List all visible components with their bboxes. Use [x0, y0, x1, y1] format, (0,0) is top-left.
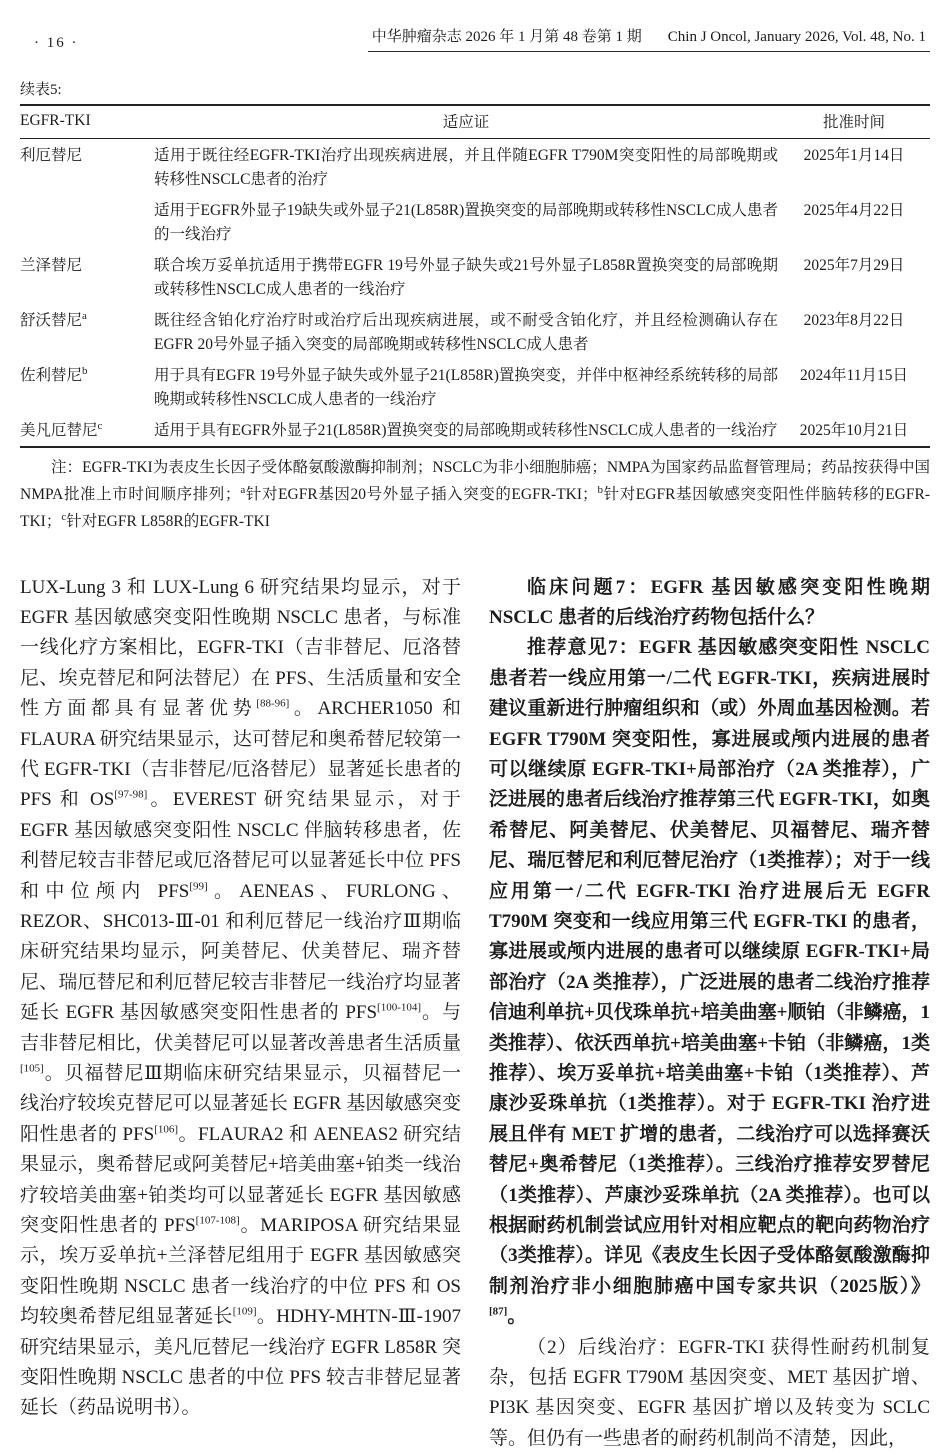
reference-citation: [109] [233, 1306, 257, 1318]
reference-citation: [99] [189, 880, 207, 892]
table-body [20, 139, 930, 447]
table-row [20, 194, 930, 249]
reference-citation: [87] [489, 1306, 507, 1318]
body-paragraph: LUX-Lung 3 和 LUX-Lung 6 研究结果均显示，对于 EGFR 基因敏感突变阳性晚期 NSCLC 患者，与标准一线化疗方案相比，EGFR-TKI（吉非替尼、厄洛替尼、埃克替尼和阿法替尼）在 PFS、生活质量和安全性方面都具有显著优势[88-96]。ARCHER1050 和 FLAURA 研究结果显示，达可替尼和奥希替尼较第一代 EGFR-TKI（吉非替尼/厄洛替尼）显著延长患者的 PFS 和 OS[97-98]。EVEREST 研究结果显示，对于 EGFR 基因敏感突变阳性 NSCLC 伴脑转移患者，佐利替尼较吉非替尼或厄洛替尼可以显著延长中位 PFS 和中位颅内 PFS[99]。AENEAS、FURLONG、REZOR、SHC013-Ⅲ-01 和利厄替尼一线治疗Ⅲ期临床研究结果均显示，阿美替尼、伏美替尼、瑞齐替尼、瑞厄替尼和利厄替尼较吉非替尼一线治疗均显著延长 EGFR 基因敏感突变阳性患者的 PFS[100-104]。与吉非替尼相比，伏美替尼可以显著改善患者生活质量[105]。贝福替尼Ⅲ期临床研究结果显示，贝福替尼一线治疗较埃克替尼可以显著延长 EGFR 基因敏感突变阳性患者的 PFS[106]。FLAURA2 和 AENEAS2 研究结果显示，奥希替尼或阿美替尼+培美曲塞+铂类一线治疗较培美曲塞+铂类均可以显著延长 EGFR 基因敏感突变阳性患者的 PFS[107-108]。MARIPOSA 研究结果显示，埃万妥单抗+兰泽替尼组用于 EGFR 基因敏感突变阳性晚期 NSCLC 患者一线治疗的中位 PFS 和 OS 均较奥希替尼组显著延长[109]。HDHY-MHTN-Ⅲ-1907 研究结果显示，美凡厄替尼一线治疗 EGFR L858R 突变阳性晚期 NSCLC 患者的中位 PFS 较吉非替尼显著延长（药品说明书）。 [20, 573, 461, 1424]
reference-citation: [105] [20, 1063, 44, 1075]
footnote-marker: a [82, 310, 87, 322]
indication-cell: 既往经含铂化疗治疗时或治疗后出现疾病进展，或不耐受含铂化疗，并且经检测确认存在EGFR 20号外显子插入突变的局部晚期或转移性NSCLC成人患者 [154, 304, 778, 359]
table-row [20, 359, 930, 414]
footnote-marker: c [98, 420, 103, 432]
indication-cell: 联合埃万妥单抗适用于携带EGFR 19号外显子缺失或21号外显子L858R置换突变的局部晚期或转移性NSCLC成人患者的一线治疗 [154, 249, 778, 304]
drug-name-cell: 美凡厄替尼$^c$ [20, 414, 154, 447]
reference-citation: [97-98] [114, 789, 147, 801]
approval-date-cell: 2023年8月22日 [778, 304, 930, 359]
approval-date-cell: 2024年11月15日 [778, 359, 930, 414]
indication-cell: 适用于具有EGFR外显子21(L858R)置换突变的局部晚期或转移性NSCLC成人患者的一线治疗 [154, 414, 778, 447]
journal-citation [368, 25, 930, 52]
column-header-approval-date: 批准时间 [778, 105, 930, 139]
column-header-drug: EGFR-TKI [20, 105, 154, 139]
table-header-row [20, 105, 930, 139]
reference-citation: [88-96] [256, 698, 289, 710]
footnote-marker: a [240, 483, 245, 495]
table-row [20, 249, 930, 304]
indication-cell: 适用于EGFR外显子19缺失或外显子21(L858R)置换突变的局部晚期或转移性NSCLC成人患者的一线治疗 [154, 194, 778, 249]
table-continuation-label: 续表5: [20, 78, 930, 99]
drug-name-cell: 舒沃替尼$^a$ [20, 304, 154, 359]
footnote-marker: b [82, 365, 88, 377]
table-row [20, 414, 930, 447]
body-columns [20, 573, 930, 1454]
body-paragraph: 推荐意见7：EGFR 基因敏感突变阳性 NSCLC 患者若一线应用第一/二代 EGFR-TKI，疾病进展时建议重新进行肿瘤组织和（或）外周血基因检测。若 EGFR T790M 突变阳性，寡进展或颅内进展的患者可以继续原 EGFR-TKI+局部治疗（2A 类推荐），广泛进展的患者后线治疗推荐第三代 EGFR-TKI，如奥希替尼、阿美替尼、伏美替尼、贝福替尼、瑞齐替尼、瑞厄替尼和利厄替尼治疗（1类推荐）；对于一线应用第一/二代 EGFR-TKI 治疗进展后无 EGFR T790M 突变和一线应用第三代 EGFR-TKI 的患者，寡进展或颅内进展的患者可以继续原 EGFR-TKI+局部治疗（2A 类推荐），广泛进展的患者二线治疗推荐信迪利单抗+贝伐珠单抗+培美曲塞+顺铂（非鳞癌，1类推荐）、依沃西单抗+培美曲塞+卡铂（非鳞癌，1类推荐）、埃万妥单抗+培美曲塞+卡铂（1类推荐）、芦康沙妥珠单抗（1类推荐）。对于 EGFR-TKI 治疗进展且伴有 MET 扩增的患者，二线治疗可以选择赛沃替尼+奥希替尼（1类推荐）。三线治疗推荐安罗替尼（1类推荐）、芦康沙妥珠单抗（2A 类推荐）。也可以根据耐药机制尝试应用针对相应靶点的靶向药物治疗（3类推荐）。详见《表皮生长因子受体酪氨酸激酶抑制剂治疗非小细胞肺癌中国专家共识（2025版）》[87]。 [489, 633, 930, 1332]
page-number: · 16 · [20, 35, 79, 52]
drug-name-cell: 兰泽替尼 [20, 249, 154, 304]
citation-chinese: 中华肿瘤杂志 2026 年 1 月第 48 卷第 1 期 [372, 29, 642, 45]
drug-name-cell: 利厄替尼 [20, 139, 154, 195]
reference-citation: [107-108] [196, 1215, 240, 1227]
approval-date-cell: 2025年1月14日 [778, 139, 930, 195]
approval-date-cell: 2025年7月29日 [778, 249, 930, 304]
egfr-tki-table [20, 104, 930, 448]
body-paragraph: （2）后线治疗：EGFR-TKI 获得性耐药机制复杂，包括 EGFR T790M 基因突变、MET 基因扩增、PI3K 基因突变、EGFR 基因扩增以及转变为 SCLC 等。但仍有一些患者的耐药机制尚不清楚，因此， [489, 1333, 930, 1454]
drug-name-cell: 佐利替尼$^b$ [20, 359, 154, 414]
reference-citation: [100-104] [377, 1002, 421, 1014]
table-note: 注：EGFR-TKI为表皮生长因子受体酪氨酸激酶抑制剂；NSCLC为非小细胞肺癌；NMPA为国家药品监督管理局；药品按获得中国NMPA批准上市时间顺序排列；$^a$针对EGFR基因20号外显子插入突变的EGFR-TKI；$^b$针对EGFR基因敏感突变阳性伴脑转移的EGFR-TKI；$^c$针对EGFR L858R的EGFR-TKI [20, 454, 930, 535]
column-header-indication: 适应证 [154, 105, 778, 139]
reference-citation: [106] [154, 1123, 178, 1135]
indication-cell: 适用于既往经EGFR-TKI治疗出现疾病进展，并且伴随EGFR T790M突变阳性的局部晚期或转移性NSCLC患者的治疗 [154, 139, 778, 195]
footnote-marker: c [61, 510, 66, 522]
footnote-marker: b [598, 483, 604, 495]
table-row [20, 304, 930, 359]
indication-cell: 用于具有EGFR 19号外显子缺失或外显子21(L858R)置换突变，并伴中枢神经系统转移的局部晚期或转移性NSCLC成人患者的一线治疗 [154, 359, 778, 414]
approval-date-cell: 2025年4月22日 [778, 194, 930, 249]
drug-name-cell [20, 194, 154, 249]
citation-english: Chin J Oncol, January 2026, Vol. 48, No. 1 [668, 29, 926, 45]
body-paragraph: 临床问题7：EGFR 基因敏感突变阳性晚期 NSCLC 患者的后线治疗药物包括什么？ [489, 573, 930, 634]
approval-date-cell: 2025年10月21日 [778, 414, 930, 447]
left-column [20, 573, 461, 1454]
right-column [489, 573, 930, 1454]
page-header [20, 16, 930, 52]
table-row [20, 139, 930, 195]
